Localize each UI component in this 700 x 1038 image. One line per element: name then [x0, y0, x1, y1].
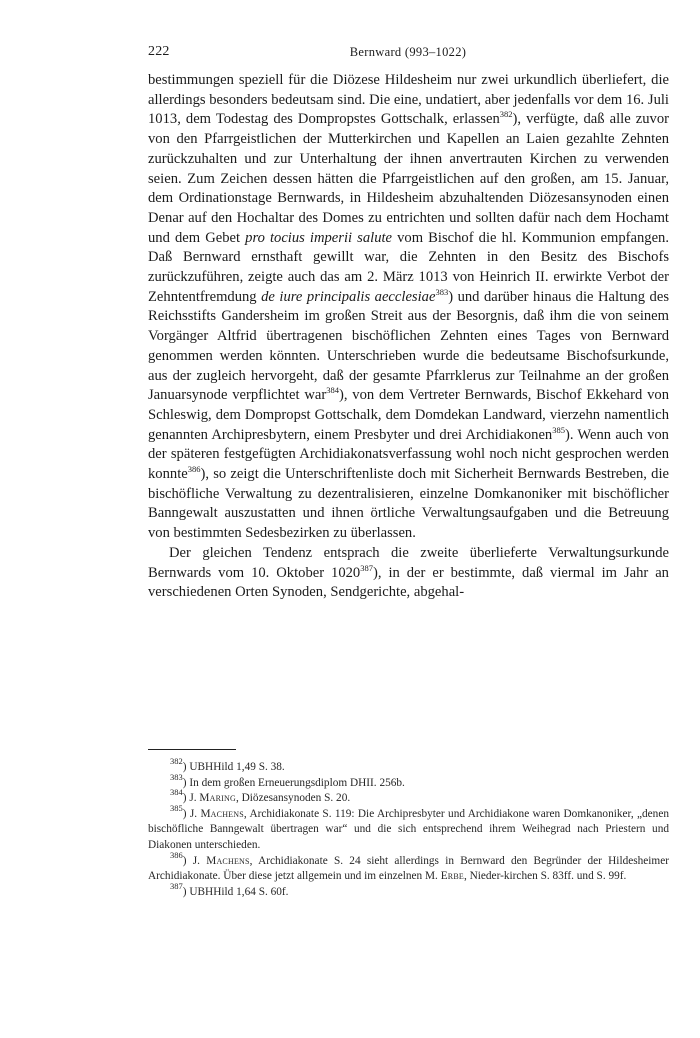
author-name: Machens [200, 807, 244, 820]
footnote-number: 383 [170, 771, 183, 782]
author-name: Erbe [440, 870, 464, 883]
footnote-text: Hildesheimer Archidiakonate. Über diese jetzt allgemein und im einzelnen M. [148, 854, 669, 883]
footnotes [148, 756, 669, 900]
footnote-text: kirchen S. 83ff. und S. 99f. [503, 870, 627, 883]
footnote-text: ) In dem großen Erneuerungsdiplom DHII. 256b. [182, 776, 405, 789]
footnote-ref-385: 385 [552, 424, 565, 435]
text-run: vom Bischof die hl. Kommunion empfangen. Daß Bernward ernsthaft gewillt war, die Zehnten in den Besitz des Bischofs zurückzuführen, zeigte auch das am 2. März 1013 von Heinrich II. erwirkte Verbot der Zehntentfremdung [148, 229, 670, 305]
footnote-ref-382: 382 [499, 109, 513, 120]
footnote-text: ) J. [182, 854, 207, 867]
footnote-text: ) J. [182, 807, 201, 820]
footnote-divider [148, 749, 236, 750]
footnote-text: ihrem Weihegrad nach Priestern und Diakonen unterschieden. [148, 823, 669, 851]
text-run: ), so zeigt die Unterschriftenliste doch mit Sicherheit Bernwards Bestreben, die bischöfliche Verwaltung zu dezentralisieren, einzelne Domkanoniker mit bischöflicher Banngewalt auszustatten und ihnen örtliche Verwaltungsaufgaben und die Betreuung von bestimmten Sedesbezirken zu überlassen. [148, 466, 669, 542]
text-run: ), von dem Vertreter Bernwards, Bischof Ekkehard von Schleswig, dem Dompropst Gottschalk, dem Domdekan Landward, vierzehn namentlich genannten Archipresbytern, einem Presbyter und drei Archidiakonen [148, 387, 670, 443]
running-head: Bernward (993–1022) [349, 45, 467, 59]
text-run: ), in der er bestimmte, daß viermal im Jahr an verschiedenen Orten Synoden, Sendgerichte, abgehal- [148, 564, 669, 601]
latin-phrase: pro tocius imperii salute [245, 229, 393, 246]
author-name: Machens [206, 854, 250, 867]
footnote-384 [148, 787, 669, 807]
footnote-number: 386 [170, 849, 183, 860]
footnote-ref-387: 387 [360, 562, 373, 573]
footnote-ref-383: 383 [435, 286, 449, 297]
paragraph-1 [148, 71, 669, 544]
footnote-ref-384: 384 [326, 385, 339, 396]
footnote-text: ) UBHHild 1,49 S. 38. [182, 761, 285, 773]
text-run: ), verfügte, daß alle zuvor von den Pfarrgeistlichen der Mutterkirchen und Kapellen an Laien gezahlte Zehnten zurückzuhalten und zur Unterhaltung der ihnen anvertrauten Kirchen zu verwenden seien. Zum Zeichen dessen hätten die Pfarrgeistlichen auf den großen, am 15. Januar, dem Ordinationstage Bernwards, in Hildesheim abzuhaltenden Diözesansynoden einen Denar auf den Hochaltar des Domes zu entrichten und sollten dafür nach dem Hochamt und dem Gebet [148, 111, 669, 246]
footnote-text: ) UBHHild 1,64 S. 60f. [182, 885, 289, 898]
footnote-number: 382 [170, 756, 183, 766]
footnote-382 [148, 756, 669, 776]
footnote-text: , Diözesansynoden S. 20. [235, 792, 351, 805]
footnote-387 [148, 880, 669, 901]
footnote-text: , Nieder- [463, 870, 504, 883]
footnote-ref-386: 386 [187, 464, 201, 475]
footnote-number: 387 [170, 880, 183, 891]
text-run: ) und darüber hinaus die Haltung des Reichsstifts Gandersheim im großen Streit aus der Besorgnis, daß ihm die von seinem Vorgänger Altfrid übertragenen bischöflichen Zehnten eines Tages von Bernward genommen werden könnten. Unterschrieben wurde die bedeutsame Bischofsurkunde, aus der zugleich hervorgeht, daß der gesamte Pfarrklerus zur Teilnahme an der großen Januarsynode verpflichtet war [148, 288, 669, 404]
text-run: Der gleichen Tendenz entsprach die zweite überlieferte Verwaltungsurkunde Bernwards vom 10. Oktober 1020 [148, 544, 669, 581]
footnote-383 [148, 771, 669, 792]
page-number: 222 [148, 44, 170, 59]
latin-phrase: de iure principalis aecclesiae [261, 288, 436, 305]
footnote-text: , Archidiakonate S. 119: Die Archipresbyter und Archidiakone waren [243, 807, 561, 820]
footnote-text: , Archidiakonate S. 24 sieht allerdings in Bernward den Begründer der [249, 854, 602, 867]
footnote-number: 385 [170, 802, 183, 813]
footnote-number: 384 [170, 787, 183, 798]
text-run: bestimmungen speziell für die Diözese Hildesheim nur zwei urkundlich überliefert, die allerdings besonders bedeutsam sind. Die eine, undatiert, aber jedenfalls vor dem 16. Juli 1013, dem Todestag des Dompropstes Gottschalk, erlassen [148, 72, 669, 128]
footnote-386 [148, 849, 669, 885]
footnote-385 [148, 802, 669, 854]
footnote-text: Domkanoniker, „denen bischöfliche Banngewalt übertragen war“ und die sich entsprechend [148, 807, 669, 836]
footnote-text: ) J. [182, 792, 200, 805]
author-name: Maring [199, 792, 236, 805]
text-run: ). Wenn auch von der späteren festgefügten Archidiakonatsverfassung wohl noch nicht gesprochen werden konnte [148, 426, 669, 483]
paragraph-2 [148, 544, 669, 603]
body-text [148, 71, 669, 603]
